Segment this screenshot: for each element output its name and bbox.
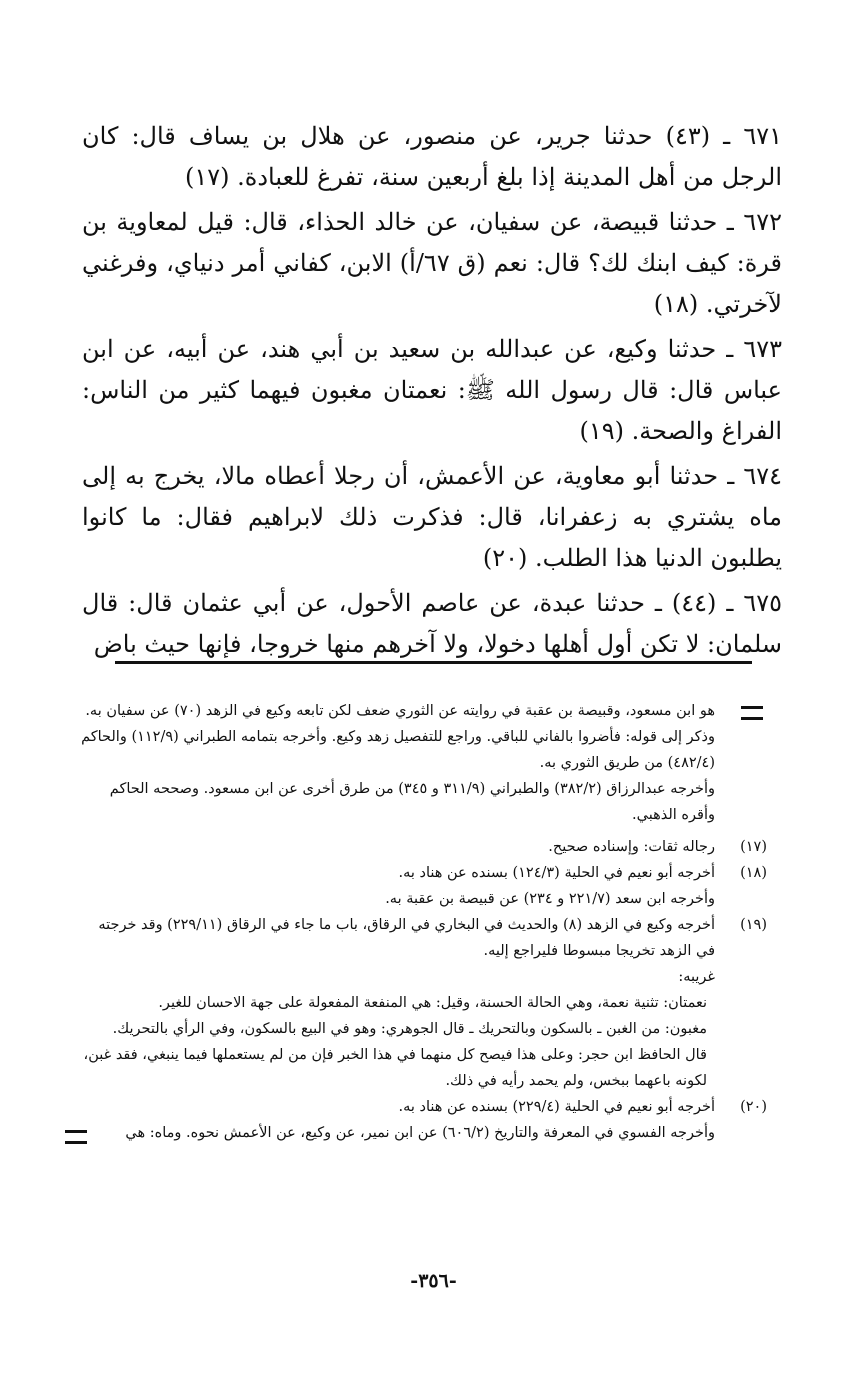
footnote-text: أخرجه أبو نعيم في الحلية (١٢٤/٣) بسنده عن هناد به. (398, 865, 715, 881)
footnote-continued-text-2: وأخرجه عبدالرزاق (٣٨٢/٢) والطبراني (٣١١/٩ و ٣٤٥) من طرق أخرى عن ابن مسعود. وصححه الحاكم وأقره الذهبي. (109, 781, 715, 823)
footnote-gharib-heading: غريبه: (678, 969, 715, 985)
footnote-20 (77, 1094, 767, 1146)
footnote-text: أخرجه وكيع في الزهد (٨) والحديث في البخاري في الرقاق، باب ما جاء في الرقاق (٢٢٩/١١) وقد خرجته في الزهد تخريجا مبسوطا فليراجع إليه. (98, 917, 715, 959)
paragraph-673: ٦٧٣ ـ حدثنا وكيع، عن عبدالله بن سعيد بن أبي هند، عن أبيه، عن ابن عباس قال: قال رسول الله ﷺ: نعمتان مغبون فيهما كثير من الناس: الفراغ والصحة. (١٩) (82, 335, 782, 445)
paragraph-671: ٦٧١ ـ (٤٣) حدثنا جرير، عن منصور، عن هلال بن يساف قال: كان الرجل من أهل المدينة إذا بلغ أربعين سنة، تفرغ للعبادة. (١٧) (82, 122, 782, 191)
footnote-definition: نعمتان: تثنية نعمة، وهي الحالة الحسنة، وقيل: هي المنفعة المفعولة على جهة الاحسان للغير. (158, 995, 707, 1011)
footnote-text: رجاله ثقات: وإسناده صحيح. (548, 839, 715, 855)
footnote-19 (77, 912, 767, 1094)
continuation-mark-icon (741, 706, 763, 720)
footnotes-block (77, 698, 767, 1146)
footnote-number: (٢٠) (740, 1099, 767, 1115)
footnote-quote: قال الحافظ ابن حجر: وعلى هذا فيصح كل منهما في هذا الخبر فإن من لم يستعملها فيما ينبغي، فقد غبن، لكونه باعهما ببخس، ولم يحمد رأيه في ذلك. (83, 1047, 707, 1089)
continuation-mark-icon (65, 1130, 87, 1144)
footnote-number: (١٧) (740, 839, 767, 855)
footnote-continued (77, 698, 767, 828)
footnote-text: أخرجه أبو نعيم في الحلية (٢٢٩/٤) بسنده عن هناد به. (398, 1099, 715, 1115)
paragraph-672: ٦٧٢ ـ حدثنا قبيصة، عن سفيان، عن خالد الحذاء، قال: قيل لمعاوية بن قرة: كيف ابنك لك؟ قال: نعم (ق ٦٧/أ) الابن، كفاني أمر دنياي، وفرغني لآخرتي. (١٨) (82, 208, 783, 318)
footnote-17 (77, 834, 767, 860)
paragraph-674: ٦٧٤ ـ حدثنا أبو معاوية، عن الأعمش، أن رجلا أعطاه مالا، يخرج به إلى ماه يشتري به زعفرانا، قال: فذكرت ذلك لابراهيم فقال: ما كانوا يطلبون الدنيا هذا الطلب. (٢٠) (82, 462, 783, 572)
footnote-text: وأخرجه الفسوي في المعرفة والتاريخ (٦٠٦/٢) عن ابن نمير، عن وكيع، عن الأعمش نحوه. وماه: هي (125, 1125, 715, 1141)
footnote-continued-text-1: هو ابن مسعود، وقبيصة بن عقبة في روايته عن الثوري ضعف لكن تابعه وكيع في الزهد (٧٠) عن سفيان به. وذكر إلى قوله: فأضروا بالفاني للباقي. وراجع للتفصيل زهد وكيع. وأخرجه بتمامه الطبراني (١١٢/٩) والحاكم (٤٨٢/٤) من طريق الثوري به. (81, 703, 715, 771)
footnote-number: (١٩) (740, 917, 767, 933)
footnote-text: وأخرجه ابن سعد (٢٢١/٧ و ٢٣٤) عن قبيصة بن عقبة به. (385, 891, 715, 907)
footnote-text-continued (77, 1120, 715, 1146)
main-text-block (82, 116, 782, 669)
footnote-18 (77, 860, 767, 912)
paragraph-675: ٦٧٥ ـ (٤٤) ـ حدثنا عبدة، عن عاصم الأحول، عن أبي عثمان قال: قال سلمان: لا تكن أول أهلها دخولا، ولا آخرهم منها خروجا، فإنها حيث باض (82, 589, 783, 658)
footnote-definition: مغبون: من الغبن ـ بالسكون وبالتحريك ـ قال الجوهري: وهو في البيع بالسكون، وفي الرأي بالتحريك. (112, 1021, 707, 1037)
footnote-separator (115, 661, 752, 664)
footnote-number: (١٨) (740, 865, 767, 881)
page-number: -٣٥٦- (410, 1270, 457, 1292)
